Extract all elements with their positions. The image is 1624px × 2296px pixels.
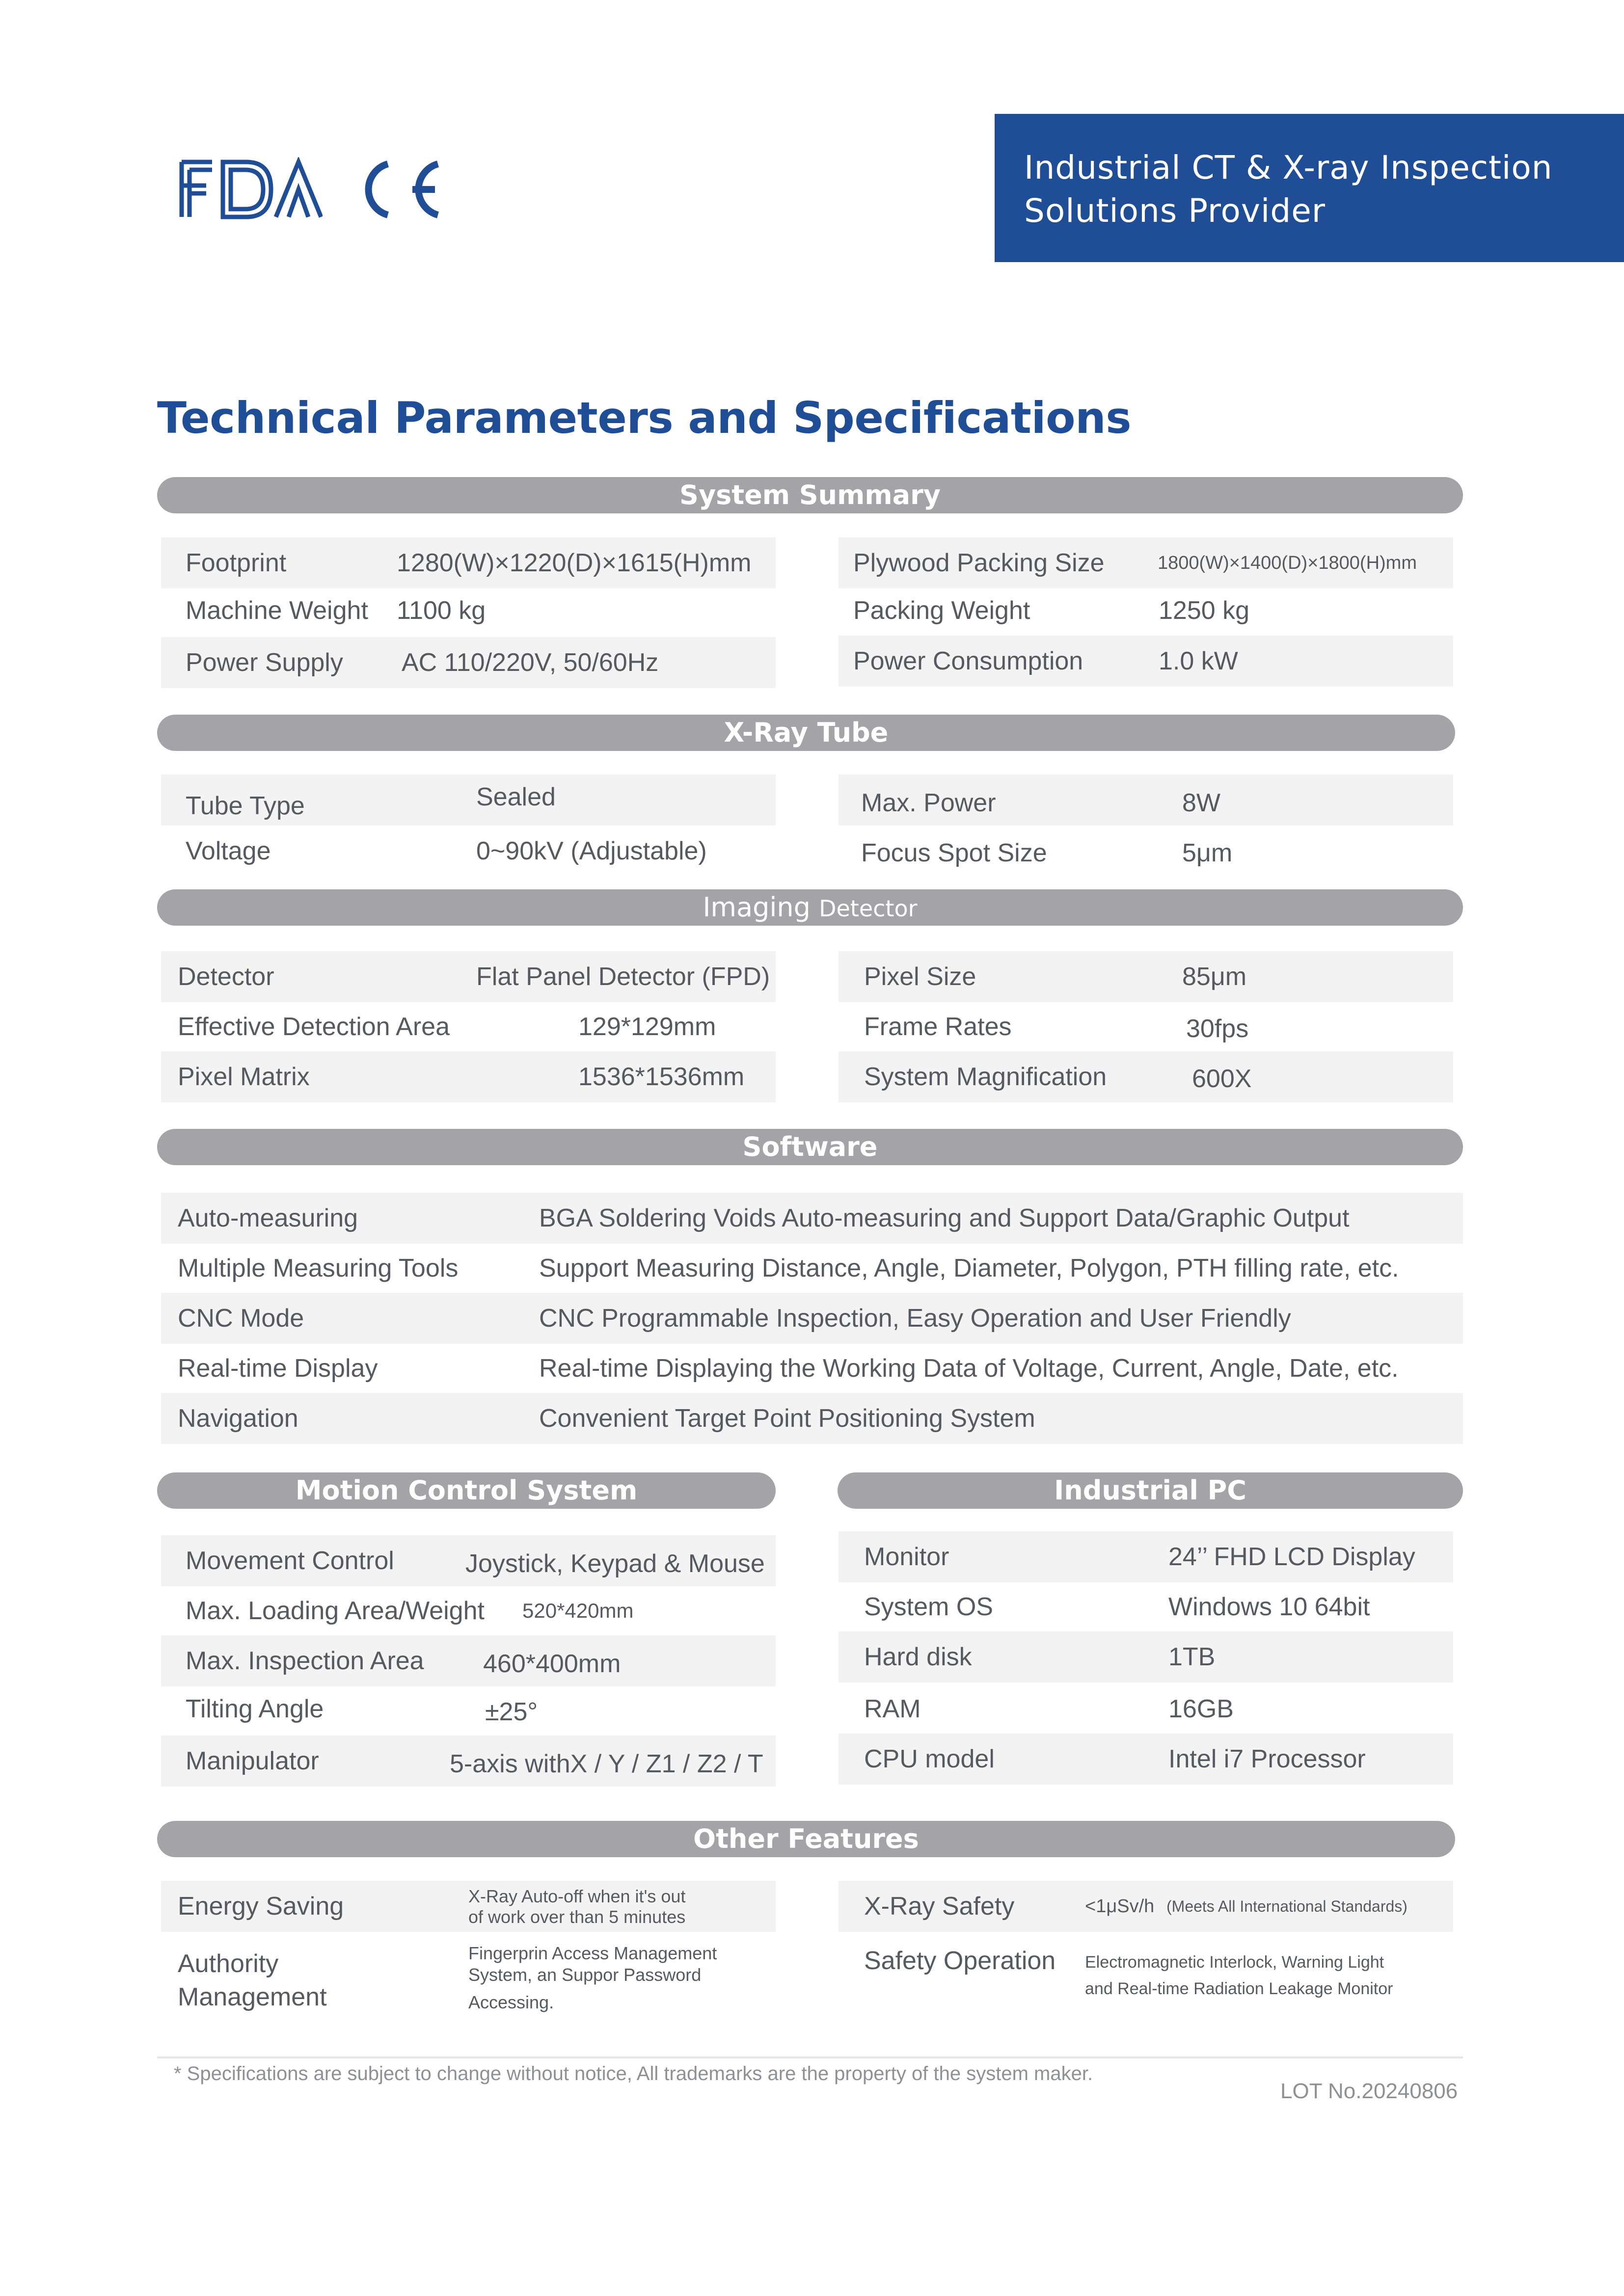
- footnote: * Specifications are subject to change without notice, All trademarks are the property of the system maker.: [174, 2063, 1093, 2084]
- spec-label: Plywood Packing Size: [853, 549, 1105, 577]
- section-heading-part-1: Imaging: [703, 892, 811, 923]
- spec-value: Intel i7 Processor: [1168, 1745, 1366, 1773]
- spec-label: Focus Spot Size: [861, 839, 1047, 867]
- spec-value: AC 110/220V, 50/60Hz: [402, 648, 659, 677]
- spec-label: Detector: [178, 962, 274, 991]
- spec-row-footprint: [161, 537, 776, 588]
- fda-logo: [178, 157, 323, 222]
- spec-value: ±25°: [485, 1698, 538, 1726]
- spec-label: Tilting Angle: [186, 1695, 324, 1723]
- spec-row-cnc-mode: [161, 1293, 1463, 1344]
- spec-value-note: (Meets All International Standards): [1166, 1897, 1407, 1915]
- spec-row-max-power: [839, 774, 1453, 826]
- section-system-summary: System Summary: [157, 477, 1463, 513]
- spec-label: Power Supply: [186, 648, 343, 677]
- spec-row-auto-measuring: [161, 1193, 1463, 1244]
- section-other-features: Other Features: [157, 1821, 1455, 1857]
- section-heading-part-2: Detector: [819, 895, 918, 922]
- spec-value: 0~90kV (Adjustable): [476, 837, 707, 865]
- spec-label: Max. Inspection Area: [186, 1647, 424, 1675]
- spec-row-real-time-display: [161, 1343, 1463, 1394]
- spec-label: Navigation: [178, 1404, 298, 1433]
- spec-label: Frame Rates: [864, 1013, 1012, 1041]
- spec-label: X-Ray Safety: [864, 1892, 1015, 1921]
- spec-row-frame-rates: [839, 1001, 1453, 1052]
- spec-value: 129*129mm: [578, 1013, 716, 1041]
- spec-value: 8W: [1182, 789, 1220, 817]
- spec-row-cpu-model: [839, 1734, 1453, 1785]
- company-banner: [995, 114, 1624, 262]
- spec-label-line-2: Management: [178, 1983, 327, 2011]
- spec-value: Real-time Displaying the Working Data of Voltage, Current, Angle, Date, etc.: [539, 1354, 1399, 1383]
- spec-value-line-2: of work over than 5 minutes: [468, 1907, 686, 1927]
- spec-label: Power Consumption: [853, 647, 1083, 675]
- section-software: Software: [157, 1129, 1463, 1165]
- spec-label: System Magnification: [864, 1063, 1107, 1091]
- spec-label: CNC Mode: [178, 1304, 304, 1333]
- spec-label: System OS: [864, 1593, 993, 1621]
- spec-label: Effective Detection Area: [178, 1013, 450, 1041]
- ce-logo: [356, 157, 445, 222]
- spec-value: Flat Panel Detector (FPD): [476, 962, 770, 991]
- spec-row-system-os: [839, 1581, 1453, 1632]
- page-title: Technical Parameters and Specifications: [157, 393, 1132, 443]
- spec-row-plywood-packing-size: [839, 537, 1453, 588]
- spec-label: Safety Operation: [864, 1947, 1056, 1975]
- spec-label: Monitor: [864, 1543, 949, 1571]
- section-imaging-detector: [157, 889, 1463, 926]
- spec-row-inspection-area: [161, 1635, 776, 1686]
- spec-row-focus-spot-size: [839, 826, 1453, 877]
- banner-line-2: Solutions Provider: [1024, 192, 1326, 230]
- spec-value: 1.0 kW: [1159, 647, 1238, 675]
- spec-row-packing-weight: [839, 585, 1453, 636]
- spec-value: 1100 kg: [397, 596, 486, 625]
- spec-row-movement-control: [161, 1535, 776, 1586]
- spec-row-navigation: [161, 1393, 1463, 1444]
- spec-row-power-consumption: [839, 636, 1453, 687]
- spec-row-machine-weight: [161, 585, 776, 636]
- spec-value: 1536*1536mm: [578, 1063, 745, 1091]
- spec-value: 30fps: [1186, 1015, 1249, 1043]
- spec-row-manipulator: [161, 1735, 776, 1787]
- spec-label: Max. Loading Area/Weight: [186, 1597, 485, 1625]
- spec-value: 1250 kg: [1159, 596, 1250, 625]
- spec-label: Pixel Size: [864, 962, 976, 991]
- spec-value: Convenient Target Point Positioning System: [539, 1404, 1035, 1433]
- spec-label: Footprint: [186, 549, 287, 577]
- lot-number: LOT No.20240806: [1280, 2079, 1458, 2103]
- spec-row-ram: [839, 1683, 1453, 1735]
- spec-row-measuring-tools: [161, 1243, 1463, 1294]
- spec-row-tilting-angle: [161, 1683, 776, 1735]
- spec-row-detector: [161, 951, 776, 1002]
- spec-value-line-1: Electromagnetic Interlock, Warning Light: [1085, 1953, 1384, 1972]
- spec-label: CPU model: [864, 1745, 995, 1773]
- spec-value: Joystick, Keypad & Mouse: [465, 1549, 765, 1578]
- spec-value-line-1: Fingerprin Access Management: [468, 1943, 717, 1963]
- section-motion-control: Motion Control System: [157, 1472, 776, 1509]
- spec-label: Hard disk: [864, 1643, 972, 1671]
- spec-label: Movement Control: [186, 1547, 394, 1575]
- spec-value: 5-axis withX / Y / Z1 / Z2 / T: [450, 1750, 763, 1778]
- spec-value: Sealed: [476, 783, 556, 811]
- spec-value: 460*400mm: [483, 1650, 621, 1678]
- spec-label: Machine Weight: [186, 596, 368, 625]
- spec-value: 85μm: [1182, 962, 1247, 991]
- spec-label: Energy Saving: [178, 1892, 344, 1921]
- spec-label: RAM: [864, 1695, 921, 1723]
- spec-row-energy-saving: [161, 1881, 776, 1932]
- banner-line-1: Industrial CT & X-ray Inspection: [1024, 149, 1553, 187]
- spec-value: 16GB: [1168, 1695, 1234, 1723]
- spec-value-main: <1μSv/h: [1085, 1896, 1155, 1917]
- spec-row-authority-management: [161, 1939, 776, 2027]
- spec-label: Multiple Measuring Tools: [178, 1254, 459, 1282]
- spec-label: Packing Weight: [853, 596, 1030, 625]
- spec-value-line-2: System, an Suppor Password: [468, 1965, 702, 1985]
- spec-label-line-1: Authority: [178, 1949, 279, 1978]
- spec-value: 1280(W)×1220(D)×1615(H)mm: [397, 549, 752, 577]
- spec-row-power-supply: [161, 637, 776, 688]
- spec-row-effective-detection-area: [161, 1001, 776, 1052]
- spec-value: BGA Soldering Voids Auto-measuring and Support Data/Graphic Output: [539, 1204, 1350, 1232]
- spec-value: Windows 10 64bit: [1168, 1593, 1370, 1621]
- spec-value: 24’’ FHD LCD Display: [1168, 1543, 1415, 1571]
- spec-label: Manipulator: [186, 1747, 319, 1775]
- spec-row-tube-type: [161, 774, 776, 826]
- spec-value: Support Measuring Distance, Angle, Diameter, Polygon, PTH filling rate, etc.: [539, 1254, 1399, 1282]
- spec-value: 5μm: [1182, 839, 1233, 867]
- spec-label: Tube Type: [186, 792, 305, 820]
- spec-value: 1800(W)×1400(D)×1800(H)mm: [1158, 553, 1417, 573]
- spec-row-hard-disk: [839, 1631, 1453, 1682]
- spec-label: Voltage: [186, 837, 271, 865]
- section-xray-tube: X-Ray Tube: [157, 715, 1455, 751]
- spec-row-system-magnification: [839, 1051, 1453, 1102]
- spec-value-line-2: and Real-time Radiation Leakage Monitor: [1085, 1979, 1393, 1998]
- spec-label: Real-time Display: [178, 1354, 378, 1383]
- spec-row-safety-operation: [839, 1939, 1453, 2012]
- spec-label: Pixel Matrix: [178, 1063, 310, 1091]
- spec-row-loading-area: [161, 1585, 776, 1636]
- spec-row-xray-safety: [839, 1881, 1453, 1932]
- spec-row-pixel-size: [839, 951, 1453, 1002]
- spec-value: 520*420mm: [522, 1599, 634, 1622]
- spec-row-pixel-matrix: [161, 1051, 776, 1102]
- spec-value: 1TB: [1168, 1643, 1216, 1671]
- spec-label: Max. Power: [861, 789, 996, 817]
- spec-row-monitor: [839, 1531, 1453, 1582]
- spec-row-voltage: [161, 826, 776, 877]
- spec-value-line-3: Accessing.: [468, 1992, 554, 2012]
- spec-value: CNC Programmable Inspection, Easy Operation and User Friendly: [539, 1304, 1291, 1333]
- section-industrial-pc: Industrial PC: [838, 1472, 1463, 1509]
- spec-label: Auto-measuring: [178, 1204, 358, 1232]
- spec-value-line-1: X-Ray Auto-off when it's out: [468, 1886, 686, 1906]
- spec-value: 600X: [1192, 1065, 1252, 1093]
